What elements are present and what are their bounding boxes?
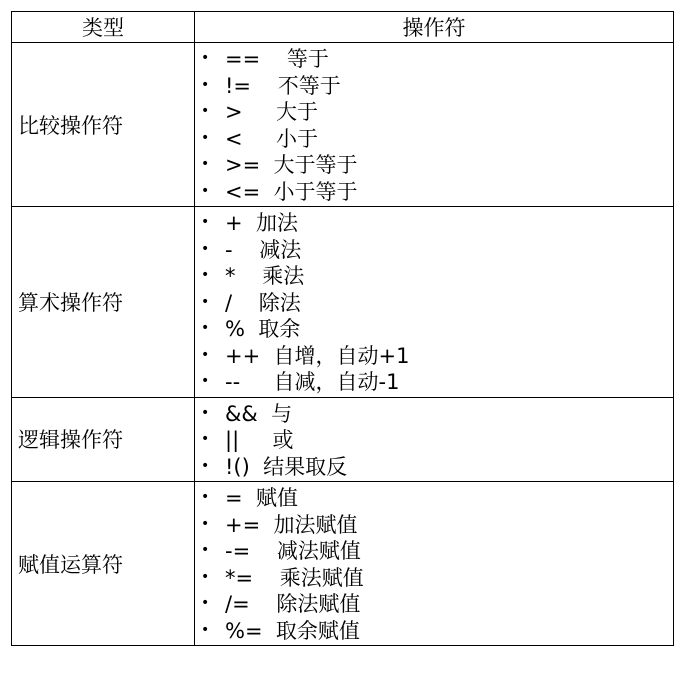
list-item (195, 315, 673, 342)
list-item (195, 151, 673, 178)
operator-text: - 减法 (225, 237, 302, 262)
bullet-icon: • (201, 129, 210, 146)
header-type: 类型 (12, 12, 195, 43)
operator-table (11, 11, 674, 646)
operator-text: % 取余 (225, 317, 301, 342)
bullet-icon: • (201, 50, 210, 67)
list-item (195, 453, 673, 480)
type-cell: 逻辑操作符 (12, 397, 195, 482)
operator-text: < 小于 (225, 126, 318, 151)
operator-text: -= 减法赋值 (225, 539, 361, 564)
list-item (195, 289, 673, 316)
operator-list (195, 398, 673, 482)
list-item (195, 236, 673, 263)
table-row-assignment (12, 482, 674, 646)
bullet-icon: • (201, 156, 210, 173)
list-item (195, 590, 673, 617)
list-item (195, 262, 673, 289)
operator-text: * 乘法 (225, 264, 305, 289)
bullet-icon: • (201, 320, 210, 337)
operators-cell (195, 397, 674, 482)
bullet-icon: • (201, 489, 210, 506)
table-row-arithmetic (12, 207, 674, 398)
bullet-icon: • (201, 595, 210, 612)
operator-text: -- 自减，自动-1 (225, 370, 400, 395)
table-row-comparison (12, 43, 674, 207)
operators-cell (195, 207, 674, 398)
bullet-icon: • (201, 457, 210, 474)
list-item (195, 537, 673, 564)
list-item (195, 564, 673, 591)
bullet-icon: • (201, 267, 210, 284)
operator-text: *= 乘法赋值 (225, 565, 364, 590)
operator-text: %= 取余赋值 (225, 618, 360, 643)
list-item (195, 617, 673, 644)
operator-text: >= 大于等于 (225, 153, 358, 178)
bullet-icon: • (201, 404, 210, 421)
bullet-icon: • (201, 293, 210, 310)
operator-list (195, 43, 673, 206)
list-item (195, 368, 673, 395)
operator-text: ++ 自增，自动+1 (225, 343, 410, 368)
list-item (195, 72, 673, 99)
bullet-icon: • (201, 621, 210, 638)
bullet-icon: • (201, 568, 210, 585)
type-cell: 比较操作符 (12, 43, 195, 207)
operator-text: || 或 (225, 428, 294, 453)
operator-list (195, 207, 673, 397)
list-item (195, 484, 673, 511)
type-cell: 算术操作符 (12, 207, 195, 398)
header-row (12, 12, 674, 43)
list-item (195, 511, 673, 538)
bullet-icon: • (201, 515, 210, 532)
bullet-icon: • (201, 240, 210, 257)
list-item (195, 98, 673, 125)
list-item (195, 45, 673, 72)
header-operators: 操作符 (195, 12, 674, 43)
bullet-icon: • (201, 542, 210, 559)
list-item (195, 178, 673, 205)
list-item (195, 342, 673, 369)
operators-cell (195, 43, 674, 207)
type-cell: 赋值运算符 (12, 482, 195, 646)
list-item (195, 400, 673, 427)
bullet-icon: • (201, 373, 210, 390)
list-item (195, 209, 673, 236)
table-row-logical (12, 397, 674, 482)
list-item (195, 125, 673, 152)
operators-cell (195, 482, 674, 646)
operator-list (195, 482, 673, 645)
list-item (195, 426, 673, 453)
bullet-icon: • (201, 103, 210, 120)
operator-text: > 大于 (225, 100, 318, 125)
bullet-icon: • (201, 76, 210, 93)
bullet-icon: • (201, 182, 210, 199)
bullet-icon: • (201, 346, 210, 363)
operator-text: / 除法 (225, 290, 301, 315)
operator-text: <= 小于等于 (225, 179, 358, 204)
operator-text: !() 结果取反 (225, 454, 348, 479)
operator-text: /= 除法赋值 (225, 592, 361, 617)
operator-text: != 不等于 (225, 73, 341, 98)
bullet-icon: • (201, 214, 210, 231)
operator-text: && 与 (225, 401, 293, 426)
operator-text: = 赋值 (225, 486, 298, 511)
operator-text: == 等于 (225, 47, 329, 72)
bullet-icon: • (201, 431, 210, 448)
operator-text: += 加法赋值 (225, 512, 358, 537)
operator-text: + 加法 (225, 211, 298, 236)
